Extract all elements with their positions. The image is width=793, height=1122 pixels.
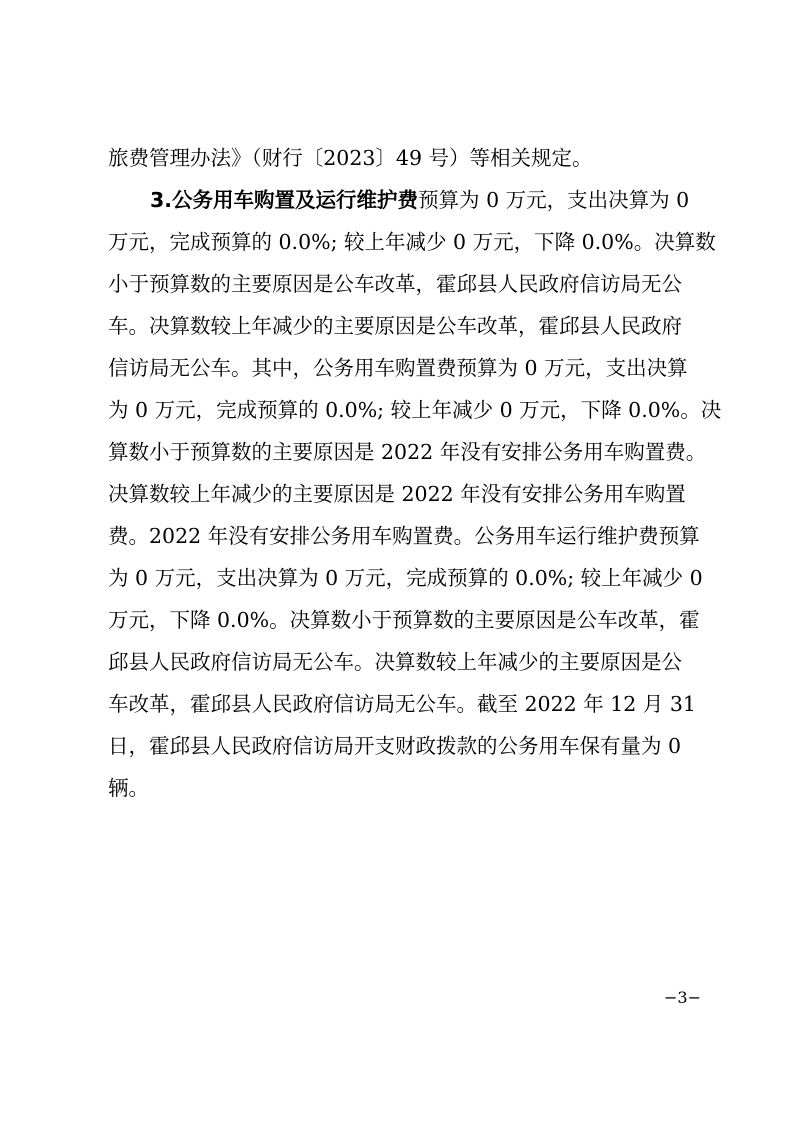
page-number: −3− [664,988,701,1007]
paragraph-line: 算数小于预算数的主要原因是 2022 年没有安排公务用车购置费。 [108,440,707,464]
paragraph-line: 辆。 [108,776,149,800]
section-heading-rest: 预算为 0 万元，支出决算为 0 [418,188,690,212]
paragraph-line: 为 0 万元，完成预算的 0.0%; 较上年减少 0 万元，下降 0.0%。决 [108,398,722,422]
paragraph-line: 邱县人民政府信访局无公车。决算数较上年减少的主要原因是公 [108,650,682,674]
paragraph-line: 车改革，霍邱县人民政府信访局无公车。截至 2022 年 12 月 31 [108,692,696,716]
paragraph-line: 万元，完成预算的 0.0%; 较上年减少 0 万元，下降 0.0%。决算数 [108,230,716,254]
paragraph-line: 决算数较上年减少的主要原因是 2022 年没有安排公务用车购置 [108,482,686,506]
paragraph-line: 车。决算数较上年减少的主要原因是公车改革，霍邱县人民政府 [108,314,682,338]
paragraph-line: 信访局无公车。其中，公务用车购置费预算为 0 万元，支出决算 [108,356,688,380]
section-heading: 3.公务用车购置及运行维护费 [150,188,419,212]
paragraph-line: 小于预算数的主要原因是公车改革，霍邱县人民政府信访局无公 [108,272,682,296]
paragraph-line: 万元，下降 0.0%。决算数小于预算数的主要原因是公车改革，霍 [108,608,700,632]
section-heading-line [150,180,689,220]
paragraph-line: 费。2022 年没有安排公务用车购置费。公务用车运行维护费预算 [108,524,700,548]
paragraph-line: 旅费管理办法》（财行〔2023〕49 号）等相关规定。 [108,146,593,170]
paragraph-line: 日，霍邱县人民政府信访局开支财政拨款的公务用车保有量为 0 [108,734,682,758]
paragraph-line: 为 0 万元，支出决算为 0 万元，完成预算的 0.0%; 较上年减少 0 [108,566,703,590]
